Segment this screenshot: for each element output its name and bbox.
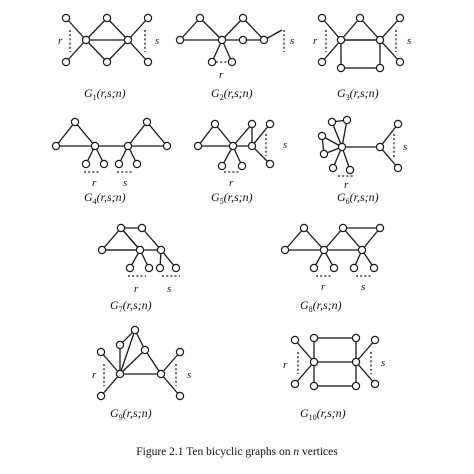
- caption-g3: $G_3(r,s;n)$: [337, 86, 379, 102]
- graph-g6: [318, 116, 407, 191]
- graph-g5: [194, 120, 287, 189]
- graph-g3: [313, 14, 411, 71]
- label-r: r: [92, 369, 97, 381]
- label-s: s: [187, 369, 192, 381]
- caption-g9: $G_9(r,s;n)$: [110, 406, 152, 422]
- graph-g1: [58, 14, 159, 65]
- label-r: r: [344, 179, 349, 191]
- label-r: r: [92, 177, 97, 189]
- caption-g4: $G_4(r,s;n)$: [84, 190, 126, 206]
- caption-g10: $G_{10}(r,s;n)$: [300, 406, 346, 422]
- caption-g7: $G_7(r,s;n)$: [110, 298, 152, 314]
- label-s: s: [290, 35, 295, 47]
- caption-g6: $G_6(r,s;n)$: [337, 190, 379, 206]
- label-s: s: [167, 283, 172, 295]
- label-s: s: [123, 177, 128, 189]
- figure-caption: Figure 2.1 Ten bicyclic graphs on n vertices: [136, 446, 338, 458]
- label-r: r: [134, 283, 139, 295]
- caption-g5: $G_5(r,s;n)$: [211, 190, 253, 206]
- caption-g1: $G_1(r,s;n)$: [84, 86, 126, 102]
- label-r: r: [219, 69, 224, 81]
- graph-g8: [281, 224, 383, 293]
- label-s: s: [155, 35, 160, 47]
- label-r: r: [229, 177, 234, 189]
- label-r: r: [283, 359, 288, 371]
- label-s: s: [283, 139, 288, 151]
- label-r: r: [321, 281, 326, 293]
- label-r: r: [58, 35, 63, 47]
- label-s: s: [407, 35, 412, 47]
- label-s: s: [403, 141, 408, 153]
- graph-g4: [52, 118, 170, 189]
- label-r: r: [313, 35, 318, 47]
- graph-g2: [176, 14, 294, 81]
- graph-g7: [98, 224, 180, 295]
- caption-g2: $G_2(r,s;n)$: [211, 86, 253, 102]
- graph-g10: [283, 334, 385, 389]
- graph-g9: [92, 326, 191, 399]
- label-s: s: [361, 281, 366, 293]
- caption-g8: $G_8(r,s;n)$: [300, 298, 342, 314]
- label-s: s: [381, 357, 386, 369]
